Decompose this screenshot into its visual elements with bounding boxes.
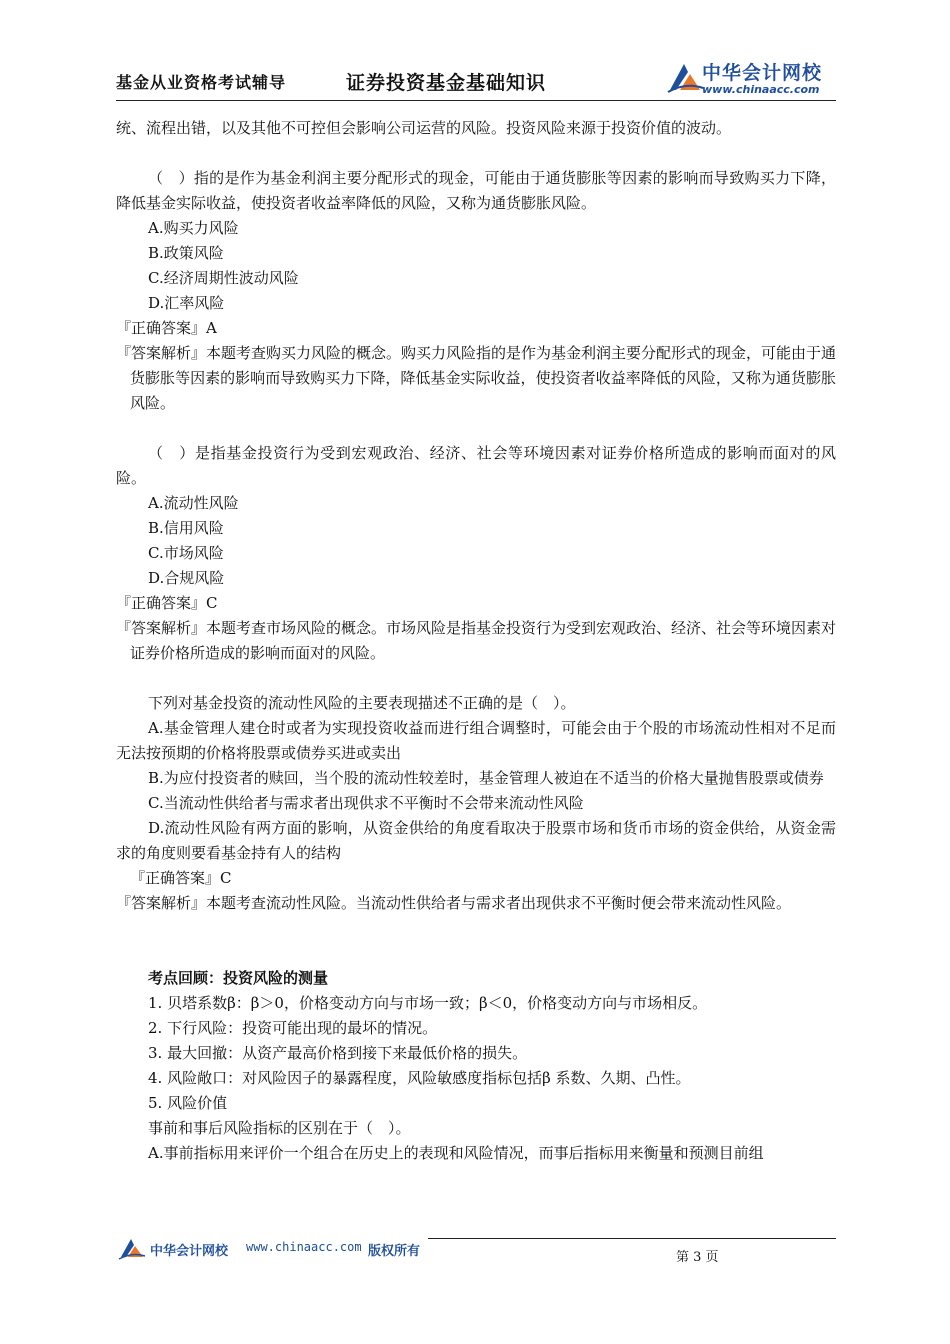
q3-option-b: B.为应付投资者的赎回，当个股的流动性较差时，基金管理人被迫在不适当的价格大量抛售股票或债券 [148, 769, 824, 787]
school-logo-icon [666, 60, 704, 94]
q2-option-b: B.信用风险 [148, 519, 224, 537]
question-2-stem: （ ）是指基金投资行为受到宏观政治、经济、社会等环境因素对证券价格所造成的影响而面对的风险。 [116, 444, 836, 487]
footer-school-name: 中华会计网校 [150, 1244, 229, 1259]
q1-analysis: 『答案解析』本题考查购买力风险的概念。购买力风险指的是作为基金利润主要分配形式的现金，可能由于通货膨胀等因素的影响而导致购买力下降，降低基金实际收益，使投资者收益率降低的风险，又称为通货膨胀风险。 [116, 344, 837, 412]
review-item-4: 4. 风险敞口：对风险因子的暴露程度，风险敏感度指标包括β 系数、久期、凸性。 [148, 1069, 691, 1087]
q3-answer: 『正确答案』C [130, 869, 232, 887]
question-1-stem: （ ）指的是作为基金利润主要分配形式的现金，可能由于通货膨胀等因素的影响而导致购买力下降，降低基金实际收益，使投资者收益率降低的风险，又称为通货膨胀风险。 [116, 169, 836, 212]
review-item-5: 5. 风险价值 [148, 1094, 228, 1112]
question-1 [116, 166, 836, 216]
page-footer [116, 1236, 836, 1266]
question-3-stem: 下列对基金投资的流动性风险的主要表现描述不正确的是（ ）。 [148, 694, 576, 712]
review-title: 考点回顾：投资风险的测量 [148, 969, 329, 987]
q4-option-a: A.事前指标用来评价一个组合在历史上的表现和风险情况，而事后指标用来衡量和预测目前组 [148, 1144, 764, 1162]
document-body [116, 116, 836, 1166]
q2-answer: 『正确答案』C [116, 594, 218, 612]
footer-copyright: 版权所有 [368, 1244, 421, 1259]
q1-option-c: C.经济周期性波动风险 [148, 269, 299, 287]
q3-option-a: A.基金管理人建仓时或者为实现投资收益而进行组合调整时，可能会由于个股的市场流动性相对不足而无法按预期的价格将股票或债券买进或卖出 [116, 719, 836, 762]
intro-paragraph: 统、流程出错，以及其他不可控但会影响公司运营的风险。投资风险来源于投资价值的波动。 [116, 119, 732, 137]
page-number: 第 3 页 [676, 1250, 719, 1265]
review-item-1: 1. 贝塔系数β：β＞0，价格变动方向与市场一致；β＜0，价格变动方向与市场相反。 [148, 994, 708, 1012]
footer-divider [428, 1238, 836, 1239]
review-item-3: 3. 最大回撤：从资产最高价格到接下来最低价格的损失。 [148, 1044, 528, 1062]
school-logo [664, 58, 839, 100]
review-item-2: 2. 下行风险：投资可能出现的最坏的情况。 [148, 1019, 438, 1037]
q1-answer: 『正确答案』A [116, 319, 217, 337]
page-header [116, 60, 836, 102]
q2-option-d: D.合规风险 [148, 569, 225, 587]
q3-option-d: D.流动性风险有两方面的影响，从资金供给的角度看取决于股票市场和货币市场的资金供给，从资金需求的角度则要看基金持有人的结构 [116, 819, 836, 862]
q2-option-a: A.流动性风险 [148, 494, 239, 512]
footer-url[interactable]: www.chinaacc.com [246, 1240, 362, 1254]
school-logo-icon [118, 1236, 146, 1260]
question-4-stem: 事前和事后风险指标的区别在于（ ）。 [148, 1119, 411, 1137]
course-title: 基金从业资格考试辅导 [116, 73, 287, 92]
q1-option-d: D.汇率风险 [148, 294, 225, 312]
q2-option-c: C.市场风险 [148, 544, 224, 562]
q2-analysis: 『答案解析』本题考查市场风险的概念。市场风险是指基金投资行为受到宏观政治、经济、社会等环境因素对证券价格所造成的影响而面对的风险。 [116, 619, 837, 662]
q1-option-a: A.购买力风险 [148, 219, 239, 237]
header-divider [116, 100, 836, 101]
subject-title: 证券投资基金基础知识 [346, 72, 547, 94]
logo-url: www.chinaacc.com [702, 83, 820, 96]
q3-analysis: 『答案解析』本题考查流动性风险。当流动性供给者与需求者出现供求不平衡时便会带来流动性风险。 [116, 894, 792, 912]
q1-option-b: B.政策风险 [148, 244, 224, 262]
logo-name: 中华会计网校 [702, 62, 823, 84]
q3-option-c: C.当流动性供给者与需求者出现供求不平衡时不会带来流动性风险 [148, 794, 584, 812]
